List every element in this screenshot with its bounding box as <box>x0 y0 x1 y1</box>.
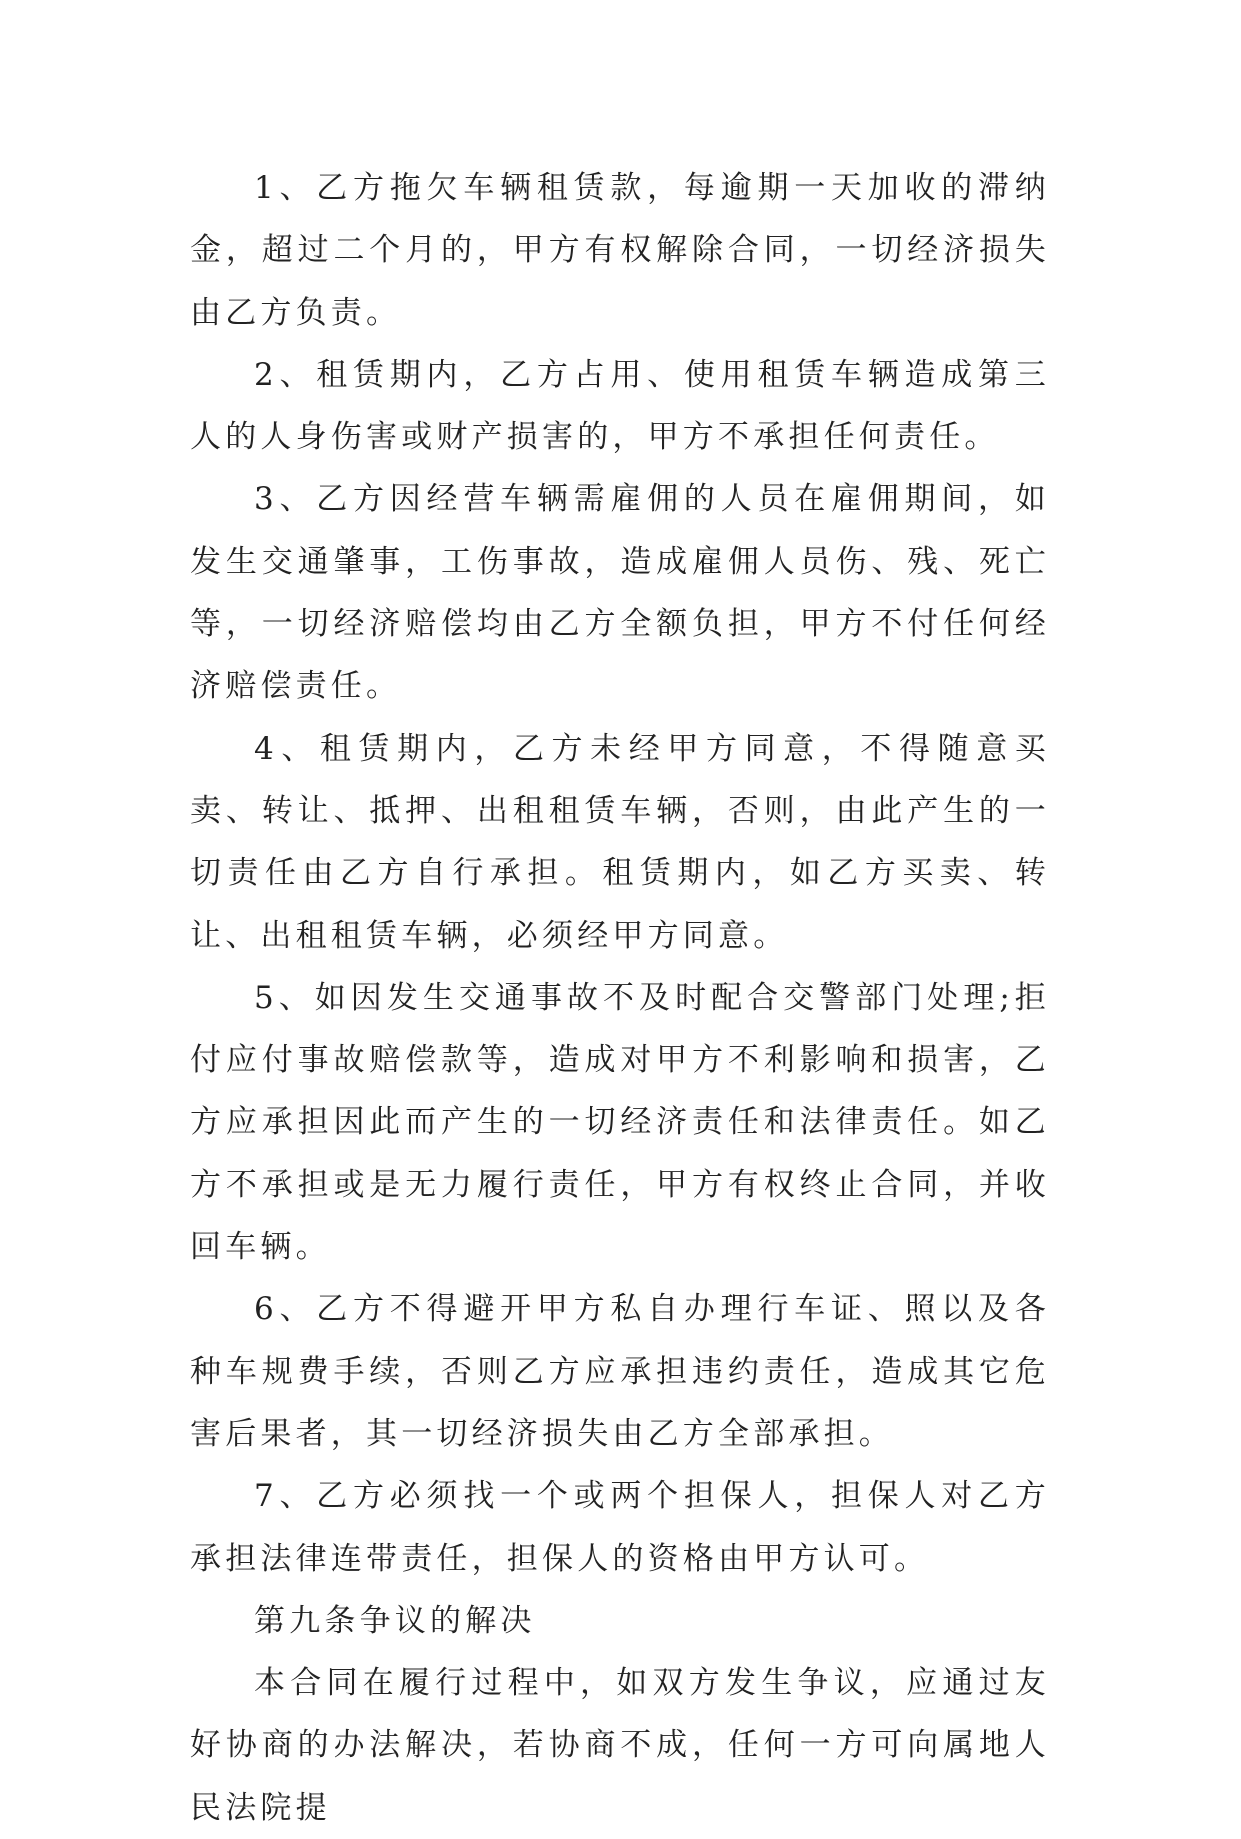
clause-paragraph-1: 1、乙方拖欠车辆租赁款，每逾期一天加收的滞纳金，超过二个月的，甲方有权解除合同，一切经济损失由乙方负责。 <box>190 170 1050 331</box>
document-body <box>190 157 1050 1839</box>
section-heading: 第九条争议的解决 <box>254 1602 536 1639</box>
clause-paragraph-7: 7、乙方必须找一个或两个担保人，担保人对乙方承担法律连带责任，担保人的资格由甲方认可。 <box>190 1478 1050 1577</box>
clause-paragraph-6: 6、乙方不得避开甲方私自办理行车证、照以及各种车规费手续，否则乙方应承担违约责任，造成其它危害后果者，其一切经济损失由乙方全部承担。 <box>190 1291 1050 1452</box>
clause-paragraph-5: 5、如因发生交通事故不及时配合交警部门处理;拒付应付事故赔偿款等，造成对甲方不利影响和损害，乙方应承担因此而产生的一切经济责任和法律责任。如乙方不承担或是无力履行责任，甲方有权终止合同，并收回车辆。 <box>190 979 1050 1266</box>
clause-paragraph-2: 2、租赁期内，乙方占用、使用租赁车辆造成第三人的人身伤害或财产损害的，甲方不承担任何责任。 <box>190 356 1050 456</box>
clause-paragraph-3: 3、乙方因经营车辆需雇佣的人员在雇佣期间，如发生交通肇事，工伤事故，造成雇佣人员伤、残、死亡等，一切经济赔偿均由乙方全额负担，甲方不付任何经济赔偿责任。 <box>190 481 1050 705</box>
final-paragraph: 本合同在履行过程中，如双方发生争议，应通过友好协商的办法解决，若协商不成，任何一方可向属地人民法院提 <box>190 1665 1050 1826</box>
clause-paragraph-4: 4、租赁期内，乙方未经甲方同意，不得随意买卖、转让、抵押、出租租赁车辆，否则，由此产生的一切责任由乙方自行承担。租赁期内，如乙方买卖、转让、出租租赁车辆，必须经甲方同意。 <box>190 730 1050 954</box>
